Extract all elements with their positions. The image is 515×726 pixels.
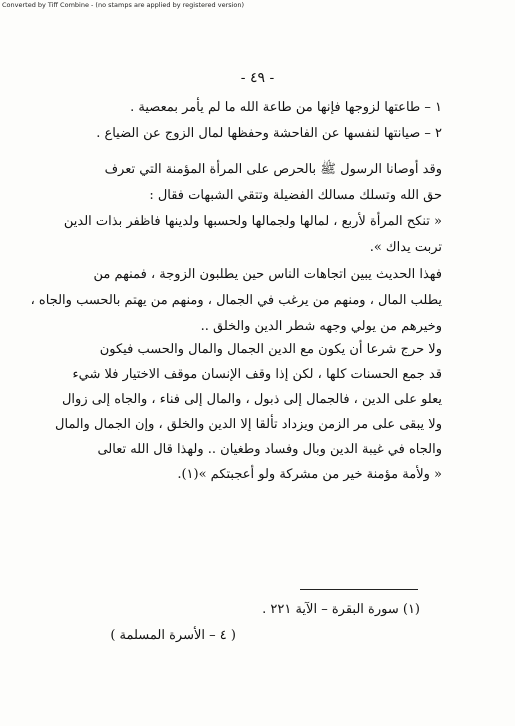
text-line: يعلو على الدين ، فالجمال إلى ذبول ، والمال إلى فناء ، والجاه إلى زوال: [61, 392, 442, 407]
ruling-paragraph: [55, 337, 442, 487]
text-line: وخيرهم من يولي وجهه شطر الدين والخلق ..: [200, 319, 442, 334]
text-line: قد جمع الحسنات كلها ، لكن إذا وقف الإنسان موقف الاختيار فلا شيء: [72, 367, 442, 382]
signature-mark: ( ٤ – الأسرة المسلمة ): [110, 628, 236, 643]
text-line: ولا حرج شرعا أن يكون مع الدين الجمال والمال والحسب فيكون: [99, 342, 442, 357]
text-line: يطلب المال ، ومنهم من يرغب في الجمال ، ومنهم من يهتم بالحسب والجاه ،: [30, 293, 442, 308]
converter-banner: Converted by Tiff Combine - (no stamps are applied by registered version): [2, 1, 245, 9]
text-line: فهذا الحديث يبين اتجاهات الناس حين يطلبون الزوجة ، فمنهم من: [93, 267, 442, 282]
text-line: « ولأمة مؤمنة خير من مشركة ولو أعجبتكم »(١).: [177, 467, 442, 482]
text-line: وقد أوصانا الرسول ﷺ بالحرص على المرأة المؤمنة التي تعرف: [104, 162, 442, 177]
text-line: « تنكح المرأة لأربع ، لمالها ولجمالها ولحسبها ولدينها فاظفر بذات الدين: [63, 214, 442, 229]
hadith-quote: [63, 209, 442, 261]
footnote: (١) سورة البقرة – الآية ٢٢١ .: [262, 602, 420, 617]
text-line: والجاه في غيبة الدين وبال وفساد وطغيان .. ولهذا قال الله تعالى: [97, 442, 442, 457]
page-number: - ٤٩ -: [240, 70, 275, 86]
text-line: تربت يداك ».: [369, 240, 442, 255]
text-line: حق الله وتسلك مسالك الفضيلة وتتقي الشبهات فقال :: [149, 188, 442, 203]
text-line: ولا يبقى على مر الزمن ويزداد تألقا إلا الدين والخلق ، وإن الجمال والمال: [55, 417, 442, 432]
footnote-separator: [300, 589, 418, 590]
list-item: ١ – طاعتها لزوجها فإنها من طاعة الله ما لم يأمر بمعصية .: [130, 100, 442, 115]
explanation-paragraph: [30, 262, 442, 340]
numbered-list: [92, 95, 442, 147]
list-item: ٢ – صيانتها لنفسها عن الفاحشة وحفظها لمال الزوج عن الضياع .: [96, 126, 442, 141]
advice-paragraph: [92, 157, 442, 209]
